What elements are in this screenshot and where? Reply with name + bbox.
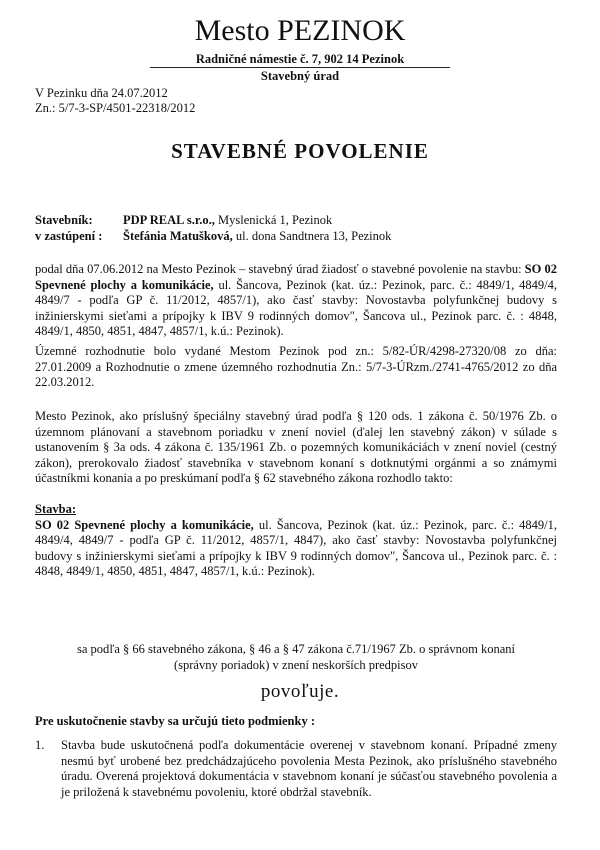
- authority-address: Radničné námestie č. 7, 902 14 Pezinok: [195, 52, 405, 66]
- condition-text: Stavba bude uskutočnená podľa dokumentácie overenej v stavebnom konaní. Prípadné zmeny nesmú byť urobené bez predchádzajúceho povolenia Mesta Pezinok, ako príslušného stavebného úradu. Overená projektová dokumentácia v stavebnom konaní je súčasťou stavebného povolenia a je priložená k stavebnému povoleniu, ktoré obdržal stavebník.: [61, 738, 557, 799]
- application-text-rest: ul. Šancova, Pezinok (kat. úz.: Pezinok, parc. č.: 4849/1, 4849/4, 4849/7 - podľa GP č. 11/2012, 4857/1), ako časť stavby: Novostavba polyfunkčnej budovy s inžinierskymi sieťami a prípojky k IBV 9 rodinných domov", Šancova ul., Pezinok parc. č. : 4848, 4849/1, 4850, 4851, 4847, 4857/1, k.ú.: Pezinok).: [35, 277, 558, 338]
- reference-number: Zn.: 5/7-3-SP/4501-22318/2012: [35, 101, 196, 115]
- authority-title: Mesto PEZINOK: [194, 14, 406, 47]
- conditions-heading: Pre uskutočnenie stavby sa určujú tieto podmienky :: [35, 714, 315, 728]
- representative-address: ul. dona Sandtnera 13, Pezinok: [232, 229, 392, 243]
- building-name: SO 02 Spevnené plochy a komunikácie,: [35, 517, 254, 532]
- place-date: V Pezinku dňa 24.07.2012: [35, 86, 168, 100]
- legal-basis-line-2: (správny poriadok) v znení neskorších predpisov: [173, 658, 419, 672]
- document-title: STAVEBNÉ POVOLENIE: [171, 139, 429, 163]
- legal-basis-line-1: sa podľa § 66 stavebného zákona, § 46 a § 47 zákona č.71/1967 Zb. o správnom konaní: [77, 642, 515, 656]
- representative-row: [35, 229, 391, 244]
- verdict: povoľuje.: [260, 681, 340, 702]
- builder-label: Stavebník:: [35, 213, 93, 227]
- condition-number: 1.: [35, 738, 45, 752]
- building-label: Stavba:: [35, 502, 76, 516]
- application-text-start: podal dňa 07.06.2012 na Mesto Pezinok – stavebný úrad žiadosť o stavebné povolenie na stavbu:: [35, 262, 525, 276]
- application-building-name: SO 02 Spevnené plochy a komunikácie,: [35, 262, 557, 292]
- representative-label: v zastúpení :: [35, 229, 103, 243]
- representative-name: Štefánia Matušková,: [123, 229, 233, 243]
- builder-address: Myslenická 1, Pezinok: [214, 213, 333, 227]
- application-paragraph: [35, 262, 557, 340]
- decision-paragraph: Mesto Pezinok, ako príslušný špeciálny stavebný úrad podľa § 120 ods. 1 zákona č. 50/1976 Zb. o územnom plánovaní a stavebnom poriadku v znení noviel (ďalej len stavebný zákon) v súlade s ustanovením § 3a ods. 4 zákona č. 135/1961 Zb. o pozemných komunikáciách v znení noviel (cestný zákon), prerokovalo žiadosť stavebníka v stavebnom konaní s dotknutými orgánmi a so známymi účastníkmi konania a po preskúmaní podľa § 62 stavebného zákona rozhodlo takto:: [35, 409, 557, 485]
- building-paragraph: [35, 502, 557, 580]
- header-divider: [150, 67, 450, 68]
- builder-row: [35, 213, 332, 228]
- zoning-paragraph: Územné rozhodnutie bolo vydané Mestom Pezinok pod zn.: 5/82-ÚR/4298-27320/08 zo dňa: 27.01.2009 a Rozhodnutie o zmene územného rozhodnutia Zn.: 5/7-3-ÚRzm./2741-4765/2012 zo dňa 22.03.2012.: [35, 344, 557, 389]
- building-description: ul. Šancova, Pezinok (kat. úz.: Pezinok, parc. č.: 4849/1, 4849/4, 4849/7 - podľa GP č. 11/2012, 4857/1, 4847), ako časť stavby: Novostavba polyfunkčnej budovy s inžinierskymi sieťami a prípojky k IBV 9 rodinných domov", Šancova ul., Pezinok parc. č. : 4848, 4849/1, 4850, 4851, 4847, 4857/1, k.ú.: Pezinok).: [35, 517, 557, 578]
- authority-office: Stavebný úrad: [260, 69, 340, 83]
- builder-name: PDP REAL s.r.o.,: [123, 213, 215, 227]
